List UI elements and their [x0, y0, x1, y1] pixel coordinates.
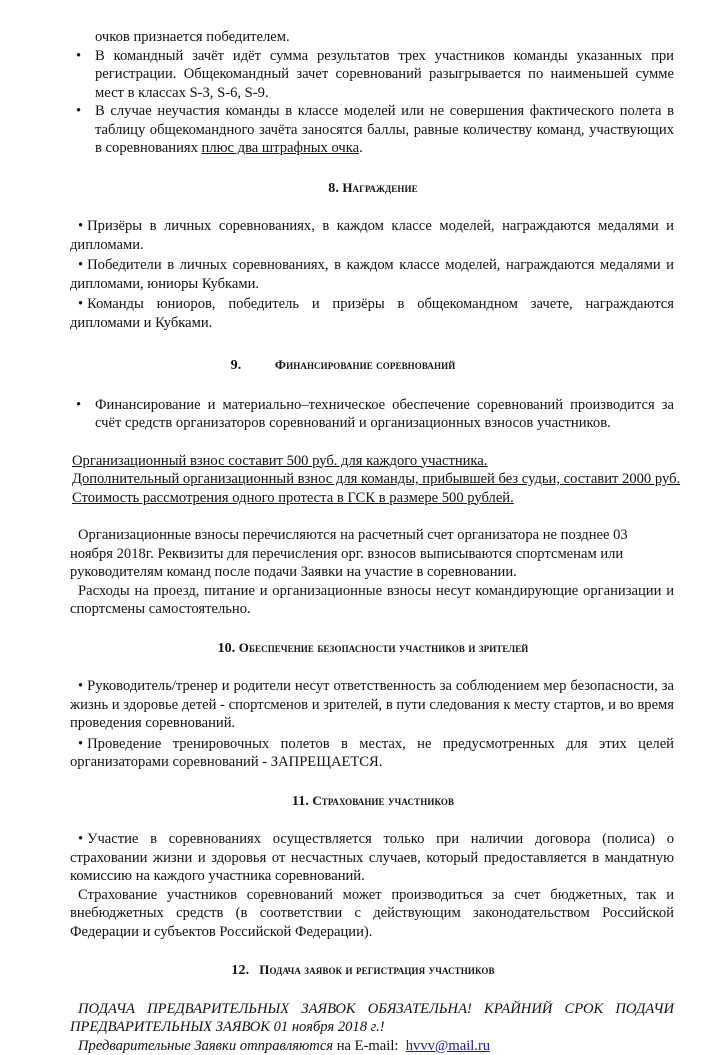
deadline-notice: ПОДАЧА ПРЕДВАРИТЕЛЬНЫХ ЗАЯВОК ОБЯЗАТЕЛЬНА! КРАЙНИЙ СРОК ПОДАЧИ ПРЕДВАРИТЕЛЬНЫХ ЗАЯВОК 01 ноября 2018 г.! — [70, 1000, 674, 1037]
section-heading-10: 10. Обеспечение безопасности участников и зрителей — [72, 639, 674, 659]
section-heading-9: 9. Финансирование соревнований — [12, 356, 674, 376]
section-heading-11: 11. Страхование участников — [72, 792, 674, 812]
bullet-icon: • — [78, 257, 83, 273]
list-item: • Команды юниоров, победитель и призёры в общекомандном зачете, награждаются дипломами и Кубками. — [70, 295, 674, 332]
penalty-underlined: плюс два штрафных очка — [202, 140, 360, 156]
paragraph: Расходы на проезд, питание и организационные взносы несут командирующие организации и спортсмены самостоятельно. — [70, 582, 674, 619]
fee-line: Организационный взнос составит 500 руб. для каждого участника. — [72, 452, 674, 471]
email-link[interactable]: hvvv@mail.ru — [406, 1038, 490, 1054]
list-item: • Призёры в личных соревнованиях, в каждом классе моделей, награждаются медалями и дипломами. — [70, 217, 674, 254]
bullet-icon: • — [78, 218, 83, 234]
bullet-icon: • — [78, 831, 83, 847]
fee-line: Дополнительный организационный взнос для команды, прибывшей без судьи, составит 2000 руб. — [72, 470, 674, 489]
list-item: • В случае неучастия команды в классе моделей или не совершения фактического полета в таблицу общекомандного зачёта заносятся баллы, равные количеству команд, участвующих в соревнованиях плюс два штрафных очка. — [72, 102, 674, 158]
list-item: • В командный зачёт идёт сумма результатов трех участников команды указанных при регистрации. Общекомандный зачет соревнований разыгрывается по наименьшей сумме мест в классах S-3, S-6, S-9. — [72, 47, 674, 103]
fee-line: Стоимость рассмотрения одного протеста в ГСК в размере 500 рублей. — [72, 489, 674, 508]
list-item: • Финансирование и материально–техническое обеспечение соревнований производится за счёт средств организаторов соревнований и организационных взносов участников. — [72, 396, 674, 433]
bullet-icon: • — [76, 102, 81, 121]
continued-line: очков признается победителем. — [72, 28, 674, 47]
fees-block — [72, 452, 674, 508]
bullet-icon: • — [76, 47, 81, 66]
email-line: Предварительные Заявки отправляются на E-mail: hvvv@mail.ru — [70, 1037, 674, 1055]
bullet-icon: • — [76, 396, 81, 415]
list-item: • Участие в соревнованиях осуществляется только при наличии договора (полиса) о страховании жизни и здоровья от несчастных случаев, который предоставляется в мандатную комиссию на каждого участника соревнований. — [70, 830, 674, 886]
paragraph: Страхование участников соревнований может производиться за счет бюджетных, так и внебюджетных средств (в соответствии с действующим законодательством Российской Федерации и субъектов Российской Федерации). — [70, 886, 674, 942]
list-item: • Победители в личных соревнованиях, в каждом классе моделей, награждаются медалями и дипломами, юниоры Кубками. — [70, 256, 674, 293]
bullet-icon: • — [78, 678, 83, 694]
section-heading-8: 8. Награждение — [72, 179, 674, 199]
bullet-icon: • — [78, 296, 83, 312]
paragraph: Организационные взносы перечисляются на расчетный счет организатора не позднее 03 ноября 2018г. Реквизиты для перечисления орг. взносов выписываются спортсменам или руководителям команд после подачи Заявки на участие в соревновании. — [70, 526, 674, 582]
bullet-icon: • — [78, 736, 83, 752]
section-heading-12: 12. Подача заявок и регистрация участников — [52, 961, 674, 981]
list-item: • Проведение тренировочных полетов в местах, не предусмотренных для этих целей организаторами соревнований - ЗАПРЕЩАЕТСЯ. — [70, 735, 674, 772]
list-item: • Руководитель/тренер и родители несут ответственность за соблюдением мер безопасности, за жизнь и здоровье детей - спортсменов и зрителей, в пути следования к месту стартов, и во время проведения соревнований. — [70, 677, 674, 733]
document-page — [72, 28, 674, 1055]
